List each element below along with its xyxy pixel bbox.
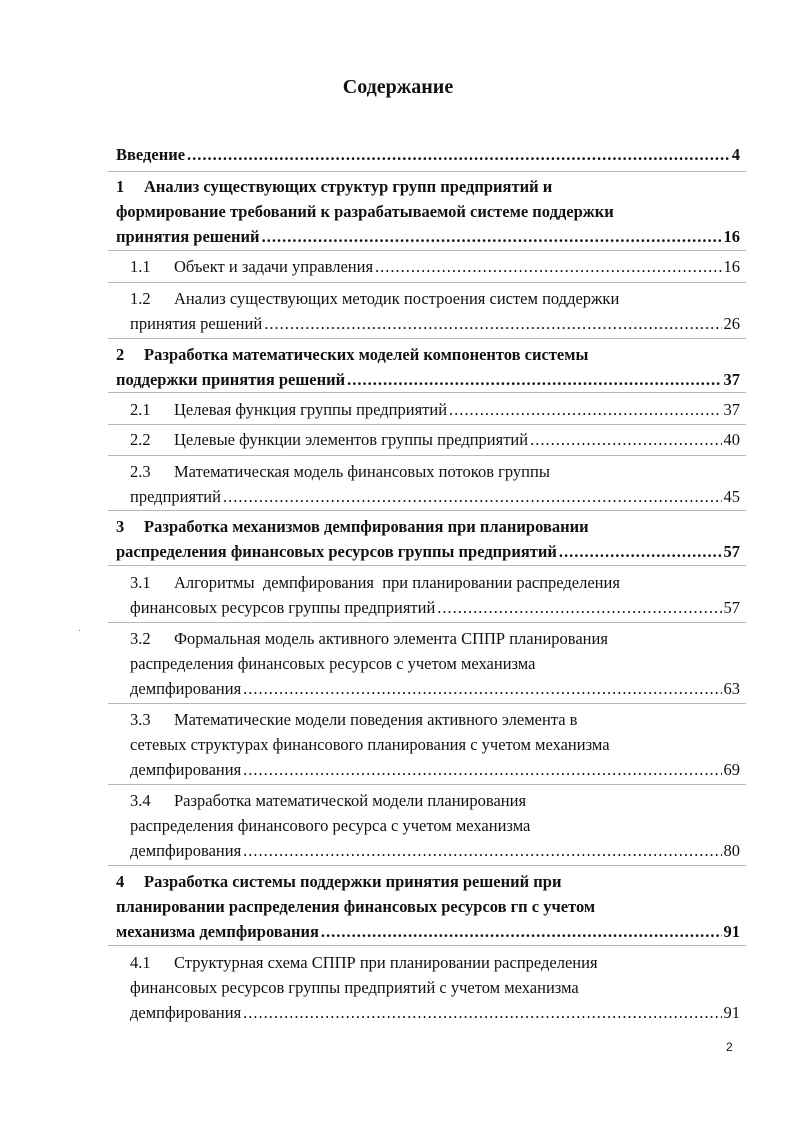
toc-entry-number: 2.1 <box>130 400 151 419</box>
toc-page-number: 37 <box>723 370 740 389</box>
toc-entry-number: 2.3 <box>130 462 151 481</box>
toc-entry-chapter-4 <box>116 869 740 944</box>
dot-leader <box>449 397 721 422</box>
dot-leader <box>243 1000 721 1025</box>
toc-entry-line: формирование требований к разрабатываемой системе поддержки <box>116 202 614 221</box>
toc-entry-number: 1.2 <box>130 289 151 308</box>
toc-entry-line: финансовых ресурсов группы предприятий с учетом механизма <box>130 978 579 997</box>
toc-page-number: 37 <box>723 400 740 419</box>
toc-entry-title: предприятий <box>130 487 221 506</box>
divider <box>108 622 746 623</box>
toc-entry-number: 1.1 <box>130 257 151 276</box>
divider <box>108 171 746 172</box>
toc-entry-title: Объект и задачи управления <box>174 257 374 276</box>
dot-leader <box>530 427 721 452</box>
divider <box>108 250 746 251</box>
toc-entry-number: 4.1 <box>130 953 151 972</box>
toc-page-number: 80 <box>723 841 740 860</box>
page-number: 2 <box>726 1040 733 1054</box>
toc-entry-line: Разработка математической модели планирования <box>174 791 527 810</box>
dot-leader <box>264 311 721 336</box>
toc-entry-number: 4 <box>116 872 125 891</box>
dot-leader <box>437 595 721 620</box>
toc-entry-number: 3.3 <box>130 710 151 729</box>
toc-page-number: 4 <box>731 145 740 164</box>
toc-entry-line: Алгоритмы демпфирования при планировании распределения <box>174 573 620 592</box>
toc-entry-number: 1 <box>116 177 125 196</box>
toc-entry-title: принятия решений <box>130 314 263 333</box>
toc-entry-number: 3.4 <box>130 791 151 810</box>
toc-page-number: 16 <box>723 257 740 276</box>
toc-entry-line: Разработка математических моделей компонентов системы <box>144 345 589 364</box>
toc-entry-title: Целевые функции элементов группы предприятий <box>174 430 529 449</box>
divider <box>108 338 746 339</box>
toc-entry-title: демпфирования <box>130 841 242 860</box>
toc-entry-line: планировании распределения финансовых ресурсов гп с учетом <box>116 897 596 916</box>
toc-entry-line: Разработка системы поддержки принятия решений при <box>144 872 562 891</box>
toc-entry-line: распределения финансовых ресурсов с учетом механизма <box>130 654 536 673</box>
toc-entry-line: Структурная схема СППР при планировании распределения <box>174 953 598 972</box>
toc-entry-intro <box>116 142 740 167</box>
toc-entry-section-3-4 <box>130 788 740 863</box>
toc-entry-line: Математические модели поведения активного элемента в <box>174 710 578 729</box>
toc-entry-chapter-3 <box>116 514 740 564</box>
toc-entry-title: демпфирования <box>130 760 242 779</box>
divider <box>108 703 746 704</box>
dot-leader <box>321 919 722 944</box>
toc-entry-chapter-1 <box>116 174 740 249</box>
divider <box>108 392 746 393</box>
toc-entry-section-3-1 <box>130 570 740 620</box>
toc-entry-number: 2 <box>116 345 125 364</box>
toc-entry-title: Целевая функция группы предприятий <box>174 400 448 419</box>
toc-entry-section-2-2 <box>130 427 740 452</box>
toc-entry-line: Формальная модель активного элемента СППР планирования <box>174 629 608 648</box>
toc-entry-section-3-3 <box>130 707 740 782</box>
toc-entry-title: принятия решений <box>116 227 260 246</box>
toc-entry-section-2-1 <box>130 397 740 422</box>
toc-entry-title: механизма демпфирования <box>116 922 319 941</box>
toc-entry-title: финансовых ресурсов группы предприятий <box>130 598 436 617</box>
divider <box>108 784 746 785</box>
toc-page-number: 16 <box>723 227 740 246</box>
toc-entry-section-2-3 <box>130 459 740 509</box>
dot-leader <box>223 484 722 509</box>
dot-leader <box>559 539 722 564</box>
toc-entry-line: Математическая модель финансовых потоков группы <box>174 462 550 481</box>
dot-leader <box>262 224 722 249</box>
toc-page-number: 40 <box>723 430 740 449</box>
toc-page-number: 69 <box>723 760 740 779</box>
page-title: Содержание <box>342 76 454 98</box>
dot-leader <box>243 838 721 863</box>
toc-entry-line: распределения финансового ресурса с учетом механизма <box>130 816 531 835</box>
divider <box>108 945 746 946</box>
dot-leader <box>243 676 721 701</box>
toc-page-number: 91 <box>723 1003 740 1022</box>
toc-page-number: 63 <box>723 679 740 698</box>
toc-page-number: 26 <box>723 314 740 333</box>
toc-entry-line: Анализ существующих методик построения систем поддержки <box>174 289 620 308</box>
dot-leader <box>347 367 721 392</box>
toc-entry-title: демпфирования <box>130 1003 242 1022</box>
divider <box>108 865 746 866</box>
toc-entry-section-1-2 <box>130 286 740 336</box>
toc-page-number: 91 <box>723 922 740 941</box>
toc-entry-number: 3.2 <box>130 629 151 648</box>
dot-leader <box>187 142 730 167</box>
toc-entry-line: Разработка механизмов демпфирования при планировании <box>144 517 589 536</box>
toc-entry-section-4-1 <box>130 950 740 1025</box>
toc-entry-title: распределения финансовых ресурсов группы предприятий <box>116 542 557 561</box>
divider <box>108 455 746 456</box>
toc-entry-line: сетевых структурах финансового планирования с учетом механизма <box>130 735 610 754</box>
toc-entry-section-3-2 <box>130 626 740 701</box>
toc-entry-title: Введение <box>116 145 186 164</box>
divider <box>108 424 746 425</box>
toc-entry-title: поддержки принятия решений <box>116 370 346 389</box>
toc-entry-number: 3 <box>116 517 125 536</box>
toc-entry-chapter-2 <box>116 342 740 392</box>
dot-leader <box>243 757 721 782</box>
toc-entry-number: 3.1 <box>130 573 151 592</box>
toc-entry-title: демпфирования <box>130 679 242 698</box>
divider <box>108 510 746 511</box>
toc-entry-number: 2.2 <box>130 430 151 449</box>
dot-leader <box>375 254 721 279</box>
toc-entry-section-1-1 <box>130 254 740 279</box>
toc-page-number: 57 <box>723 542 740 561</box>
toc-entry-line: Анализ существующих структур групп предприятий и <box>144 177 553 196</box>
divider <box>108 565 746 566</box>
toc-page-number: 45 <box>723 487 740 506</box>
scan-speck: · <box>78 626 82 637</box>
divider <box>108 282 746 283</box>
toc-page-number: 57 <box>723 598 740 617</box>
